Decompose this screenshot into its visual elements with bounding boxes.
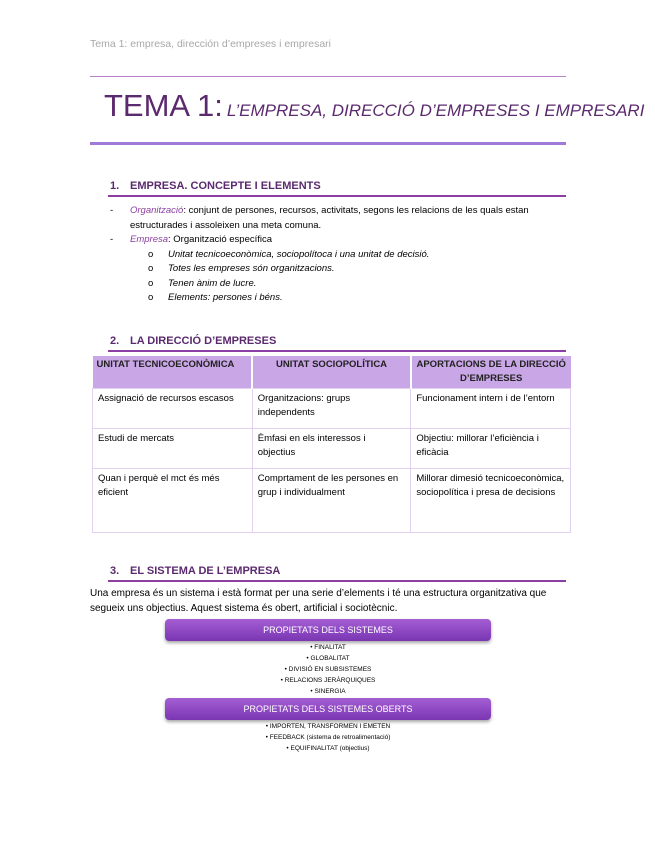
bullet-organitzacio [110, 204, 570, 233]
section1-bullets [110, 204, 570, 306]
section1-heading [110, 180, 321, 192]
sub-item [110, 277, 570, 292]
page-title [104, 88, 644, 124]
table-header: APORTACIONS DE LA DIRECCIÓ D’EMPRESES [411, 356, 571, 389]
sub-marker: o [148, 248, 154, 260]
sub-item [110, 262, 570, 277]
sub-item [110, 291, 570, 306]
table-header: UNITAT TECNICOECONÒMICA [93, 356, 253, 389]
table-cell: Objectiu: millorar l’eficiència i eficàcia [411, 429, 571, 469]
properties-systems-list [165, 642, 491, 697]
list-item: • SINERGIA [310, 688, 346, 695]
list-item: • RELACIONS JERÀRQUIQUES [280, 677, 376, 684]
table-cell: Èmfasi en els interessos i objectius [252, 429, 411, 469]
title-main: TEMA 1: [104, 88, 223, 123]
section1-number: 1. [110, 180, 120, 192]
section2-rule [108, 350, 566, 352]
table-header-row [93, 356, 571, 389]
sub-marker: o [148, 277, 154, 289]
table-cell: Organitzacions: grups independents [252, 389, 411, 429]
sub-marker: o [148, 292, 154, 303]
bullet-dash: - [110, 205, 114, 216]
list-item: • DIVISIÓ EN SUBSISTEMES [284, 666, 372, 673]
properties-open-systems-list [165, 721, 491, 754]
table-cell: Funcionament intern i de l’entorn [411, 389, 571, 429]
table-row [93, 469, 571, 533]
term-organitzacio: Organització [130, 205, 184, 216]
section1-rule [108, 195, 566, 197]
term-empresa: Empresa [130, 234, 169, 245]
section2-heading [110, 335, 276, 347]
table-cell: Estudi de mercats [93, 429, 253, 469]
title-underline [90, 142, 566, 145]
table-cell: Assignació de recursos escasos [93, 389, 253, 429]
properties-open-systems-box [165, 698, 491, 720]
properties-systems-box [165, 619, 491, 641]
header-divider [90, 76, 566, 77]
properties-systems-title: PROPIETATS DELS SISTEMES [263, 625, 393, 635]
bullet-empresa [110, 233, 570, 248]
direction-table [92, 356, 571, 533]
running-header: Tema 1: empresa, dirección d’empreses i empresari [90, 38, 332, 50]
list-item: • GLOBALITAT [306, 655, 350, 662]
table-header: UNITAT SOCIOPOLÍTICA [252, 356, 411, 389]
properties-open-systems-title: PROPIETATS DELS SISTEMES OBERTS [243, 704, 413, 714]
bullet-dash: - [110, 234, 114, 245]
section3-rule [108, 580, 566, 582]
list-item: • IMPORTEN, TRANSFORMEN I EMETEN [265, 723, 391, 730]
title-subtitle: L’EMPRESA, DIRECCIÓ D’EMPRESES I EMPRESARI [226, 101, 645, 120]
section3-number: 3. [110, 565, 120, 577]
list-item: • FEEDBACK (sistema de retroalimentació) [265, 734, 391, 741]
definition-empresa: : Organització específica [168, 234, 273, 245]
table-row [93, 429, 571, 469]
table-row [93, 389, 571, 429]
section1-title: EMPRESA. CONCEPTE I ELEMENTS [130, 180, 321, 192]
sub-item [110, 248, 570, 263]
definition-organitzacio: : conjunt de persones, recursos, activitats, segons les relacions de les quals estan estructurades i assoleixen una meta comuna. [130, 205, 529, 231]
section3-title: EL SISTEMA DE L’EMPRESA [130, 565, 281, 577]
section3-heading [110, 565, 280, 577]
list-item: • FINALITAT [310, 644, 346, 651]
section2-number: 2. [110, 335, 120, 347]
sub-item-text: Totes les empreses són organitzacions. [168, 263, 335, 274]
table-cell: Quan i perquè el mct és més eficient [93, 469, 253, 533]
sub-item-text: Elements: persones i béns. [168, 292, 283, 303]
sub-marker: o [148, 263, 154, 274]
table-cell: Comprtament de les persones en grup i individualment [252, 469, 411, 533]
section2-title: LA DIRECCIÓ D’EMPRESES [130, 335, 277, 347]
sub-item-text: Tenen ànim de lucre. [168, 277, 257, 289]
list-item: • EQUIFINALITAT (objectius) [286, 745, 370, 752]
table-cell: Millorar dimesió tecnicoeconòmica, sociopolítica i presa de decisions [411, 469, 571, 533]
sub-item-text: Unitat tecnicoeconòmica, sociopolítoca i una unitat de decisió. [168, 248, 430, 260]
system-paragraph: Una empresa és un sistema i està format per una serie d’elements i té una estructura organitzativa que segueix uns objectius. Aquest sistema és obert, artificial i sociotècnic. [90, 588, 547, 614]
